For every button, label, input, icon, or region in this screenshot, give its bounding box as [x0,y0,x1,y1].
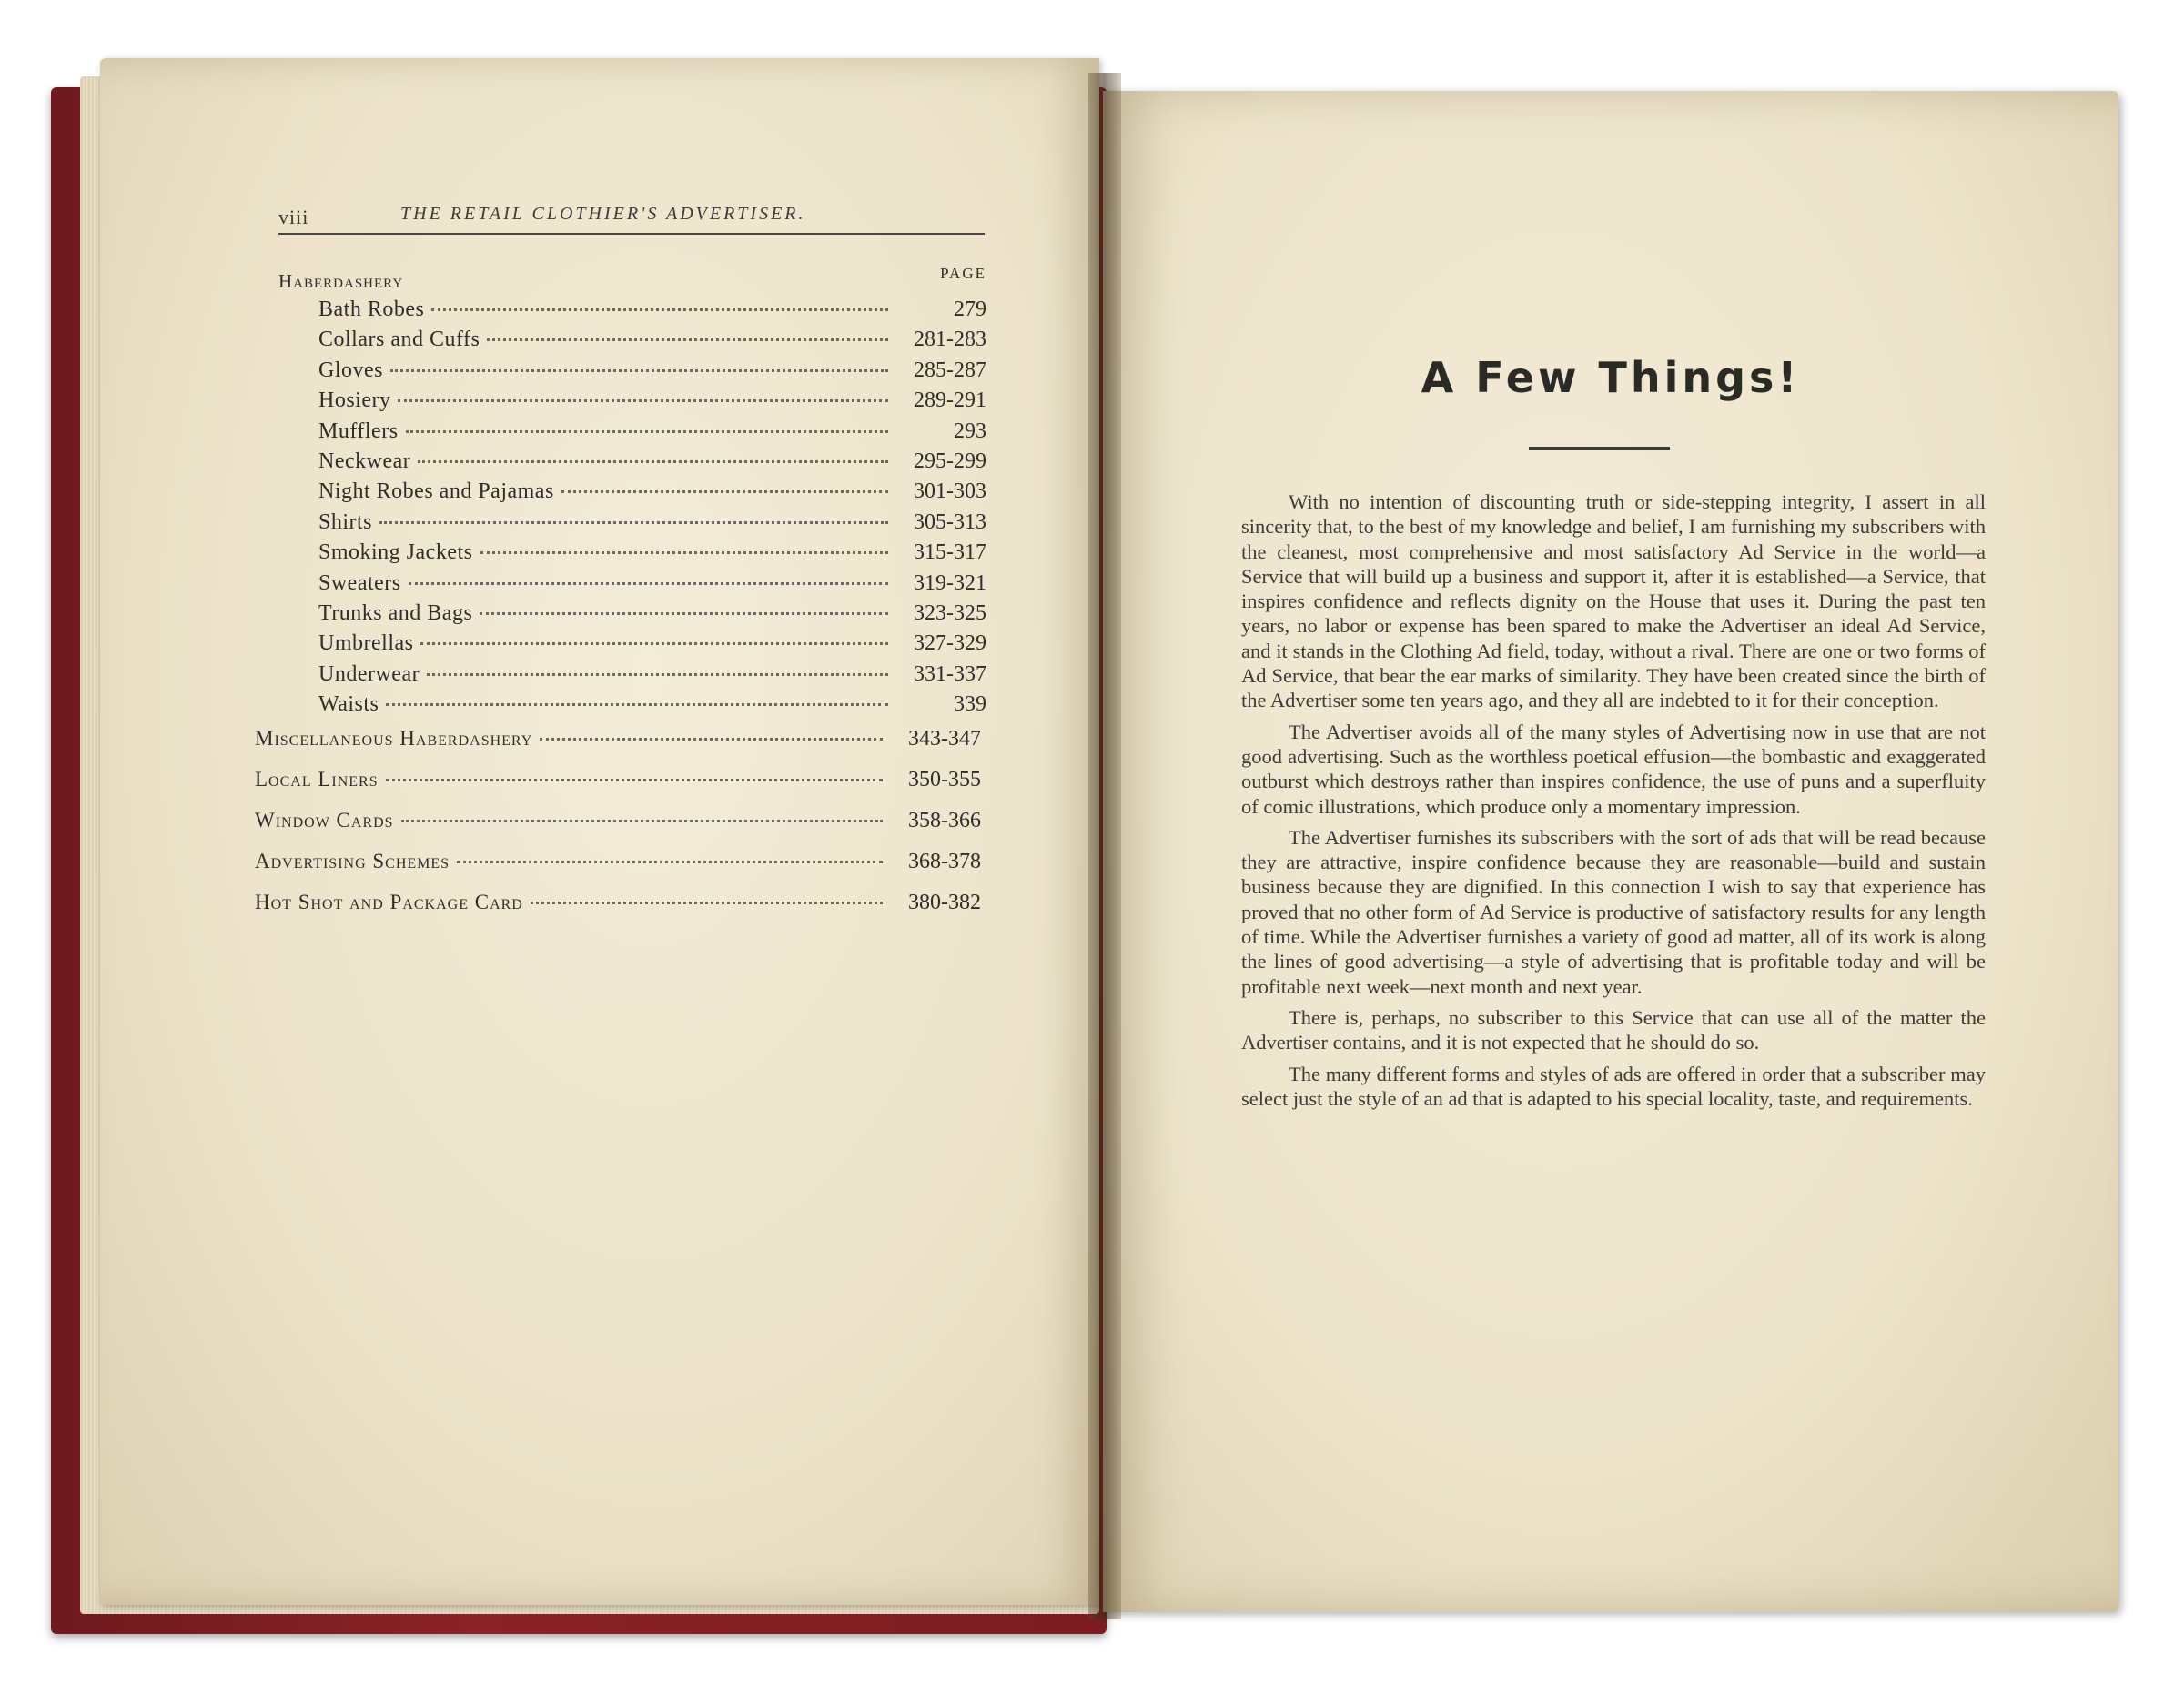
toc-entry-label: Collars and Cuffs [318,328,480,352]
leader-dots [386,703,888,706]
toc-entry [318,419,986,450]
toc-entry-label: Hosiery [318,388,391,413]
toc-entry [318,510,986,541]
leader-dots [531,902,883,904]
leader-dots [379,521,888,524]
toc-entry [318,662,986,693]
toc-entry-label: Miscellaneous Haberdashery [255,727,533,750]
toc-entry-label: Umbrellas [318,631,414,656]
toc-entry-pages: 358-366 [908,809,981,832]
leader-dots [398,399,888,402]
toc-entry-label: Hot Shot and Package Card [255,891,523,913]
toc-entry-label: Sweaters [318,570,401,595]
toc-entry-label: Mufflers [318,418,399,443]
toc-entry-label: Night Robes and Pajamas [318,479,554,504]
toc-main-entry [255,850,981,881]
toc-entry [318,328,986,358]
running-head-rule [278,233,985,235]
leader-dots [487,338,888,341]
toc-entry-pages: 281-283 [914,328,986,352]
section-title: Haberdashery [278,270,404,292]
toc-entry-label: Shirts [318,509,373,534]
toc-entry-label: Bath Robes [318,297,425,321]
leader-dots [427,673,888,676]
leader-dots [540,738,883,741]
leader-dots [457,861,883,863]
toc-entry-pages: 350-355 [908,768,981,792]
toc-entry-label: Local Liners [255,768,379,791]
toc-entry-pages: 293 [954,418,986,443]
toc-entry-label: Trunks and Bags [318,601,473,625]
toc-entry-pages: 285-287 [914,358,986,382]
body-paragraph: With no intention of discounting truth or side-stepping integrity, I assert in all sincerity that, to the best of my knowledge and belief, I am furnishing my subscribers with the cleanest, most comprehensive and most satisfactory Ad Service in the world—a Service that will build up a business and support it, after it is established—a Service, that inspires confidence and reflects dignity on the House that uses it. During the past ten years, no labor or expense has been spared to make the Advertiser an ideal Ad Service, and it stands in the Clothing Ad field, today, without a rival. There are one or two forms of Ad Service, that bear the ear marks of similarity. They have been created since the birth of the Advertiser some ten years ago, and they all are indebted to it for their conception. [1241,490,1986,712]
toc-entry-label: Advertising Schemes [255,850,450,872]
toc-entry [318,631,986,662]
title-rule [1529,447,1670,450]
toc-main-entry [255,727,981,758]
toc-entry-label: Underwear [318,661,420,686]
body-paragraph: The Advertiser avoids all of the many styles of Advertising now in use that are not good advertising. Such as the worthless poetical effusion—the bombastic and exaggerated outburst which destroys rather than inspires confidence, the use of puns and a superfluity of comic illustrations, which produce only a momentary impression. [1241,720,1986,818]
leader-dots [480,612,888,615]
toc-entry-label: Neckwear [318,449,411,473]
toc-entry [318,692,986,723]
toc-entry [318,479,986,510]
toc-entry [318,449,986,480]
toc-main-entry [255,768,981,799]
toc-main-entry [255,891,981,922]
body-paragraph: The many different forms and styles of ads are offered in order that a subscriber may select just the style of an ad that is adapted to his special locality, taste, and requirements. [1241,1062,1986,1110]
toc-entry-label: Window Cards [255,809,394,832]
leader-dots [480,551,889,554]
toc-entry-pages: 315-317 [914,540,986,565]
leader-dots [390,369,888,372]
toc-entry-pages: 339 [954,692,986,717]
toc-entry-pages: 343-347 [908,727,981,751]
toc-entry [318,601,986,632]
toc-entry-pages: 301-303 [914,479,986,504]
toc-entry-pages: 289-291 [914,388,986,413]
toc-entry-pages: 331-337 [914,661,986,686]
toc-entry-label: Waists [318,692,379,717]
toc-entry-pages: 327-329 [914,631,986,656]
body-paragraph: There is, perhaps, no subscriber to this Service that can use all of the matter the Advertiser contains, and it is not expected that he should do so. [1241,1005,1986,1054]
running-head [278,193,988,237]
toc-entry [318,358,986,389]
book-gutter [1088,73,1121,1619]
leader-dots [418,460,888,463]
body-paragraph: The Advertiser furnishes its subscribers with the sort of ads that will be read because they are attractive, inspire confidence because they are reasonable—build and sustain business because they are dignified. In this connection I wish to say that experience has proved that no other form of Ad Service is productive of satisfactory results for any length of time. While the Advertiser furnishes a variety of good ad matter, all of its work is along the lines of good advertising—a style of advertising that is profitable today and will be profitable next week—next month and next year. [1241,825,1986,998]
body-text [1241,489,1986,1117]
leader-dots [406,430,888,433]
toc-entry-pages: 295-299 [914,449,986,473]
toc-entry [318,297,986,328]
running-head-title: THE RETAIL CLOTHIER'S ADVERTISER. [400,204,806,224]
page-folio: viii [278,206,309,228]
toc-entry [318,388,986,419]
page-title: A Few Things! [1421,353,1801,402]
toc-entry-pages: 368-378 [908,850,981,873]
toc-entry-pages: 323-325 [914,601,986,625]
leader-dots [386,779,883,781]
toc-entry-pages: 380-382 [908,891,981,914]
toc-entry [318,571,986,602]
toc-main-entry [255,809,981,840]
leader-dots [561,490,888,493]
toc-entry-pages: 319-321 [914,570,986,595]
leader-dots [420,642,888,645]
leader-dots [409,582,888,585]
toc-entry [318,540,986,571]
leader-dots [401,820,883,822]
toc-entry-label: Gloves [318,358,383,382]
toc-entry-label: Smoking Jackets [318,540,473,565]
page-column-header: PAGE [940,265,986,282]
toc-entry-pages: 305-313 [914,509,986,534]
leader-dots [431,308,888,311]
toc-entry-pages: 279 [954,297,986,321]
